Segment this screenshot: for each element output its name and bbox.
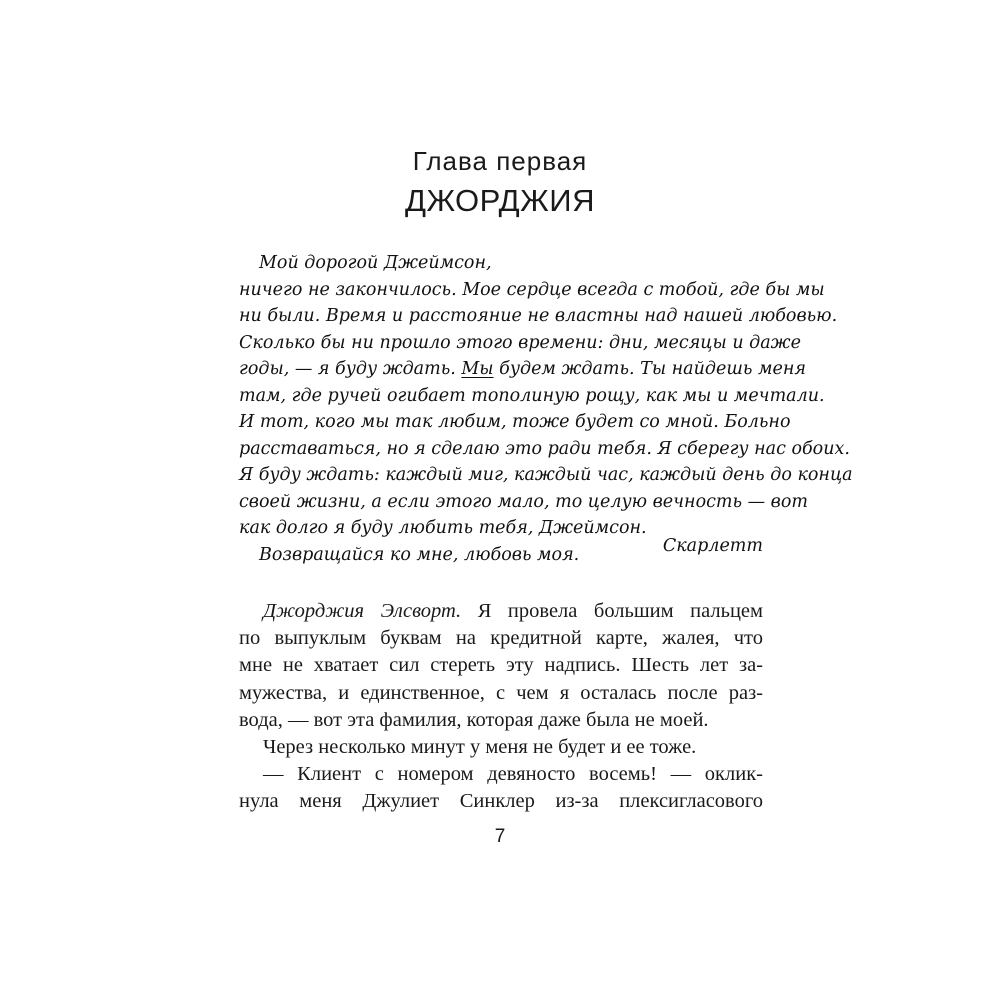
letter-line: ни были. Время и расстояние не властны над нашей любовью. bbox=[239, 306, 838, 326]
prose-line: Джорджия Элсворт. Я провела большим пальцем bbox=[263, 600, 763, 622]
prose-line: нула меня Джулиет Синклер из-за плексигласового bbox=[239, 790, 763, 813]
chapter-title: ДЖОРДЖИЯ bbox=[405, 183, 595, 218]
prose-line: Через несколько минут у меня не будет и ее тоже. bbox=[263, 736, 697, 759]
letter-line: Сколько бы ни прошло этого времени: дни, месяцы и даже bbox=[239, 332, 801, 353]
letter-line: годы, — я буду ждать. Мы будем ждать. Ты найдешь меня bbox=[239, 359, 806, 379]
prose-line: мужества, и единственное, с чем я осталась после раз- bbox=[239, 681, 763, 704]
prose-name: Джорджия Элсворт. bbox=[263, 600, 462, 622]
prose-line: мне не хватает сил стереть эту надпись. Шесть лет за- bbox=[239, 654, 763, 677]
letter-line: ничего не закончилось. Мое сердце всегда с тобой, где бы мы bbox=[239, 279, 825, 300]
letter-closing: Возвращайся ко мне, любовь моя. bbox=[259, 544, 580, 565]
prose-line: вода, — вот эта фамилия, которая даже была не моей. bbox=[239, 708, 709, 731]
prose-line: — Клиент с номером девяносто восемь! — оклик- bbox=[263, 763, 763, 786]
letter-line: И тот, кого мы так любим, тоже будет со мной. Больно bbox=[239, 412, 791, 432]
prose-line: по выпуклым буквам на кредитной карте, жалея, что bbox=[239, 627, 763, 650]
letter-signature: Скарлетт bbox=[662, 536, 763, 556]
letter-salutation: Мой дорогой Джеймсон, bbox=[259, 253, 492, 273]
letter-line: как долго я буду любить тебя, Джеймсон. bbox=[239, 518, 647, 538]
letter-line: Я буду ждать: каждый миг, каждый час, каждый день до конца bbox=[239, 465, 853, 485]
chapter-label: Глава первая bbox=[412, 146, 588, 176]
handwritten-letter bbox=[239, 250, 853, 568]
prose-body bbox=[239, 598, 763, 816]
page-number: 7 bbox=[494, 826, 506, 847]
letter-line: своей жизни, а если этого мало, то целую вечность — вот bbox=[239, 491, 808, 512]
letter-line: расставаться, но я сделаю это ради тебя. Я сберегу нас обоих. bbox=[239, 438, 850, 459]
letter-line: там, где ручей огибает тополиную рощу, как мы и мечтали. bbox=[239, 385, 825, 406]
underlined-word: Мы bbox=[461, 359, 494, 379]
